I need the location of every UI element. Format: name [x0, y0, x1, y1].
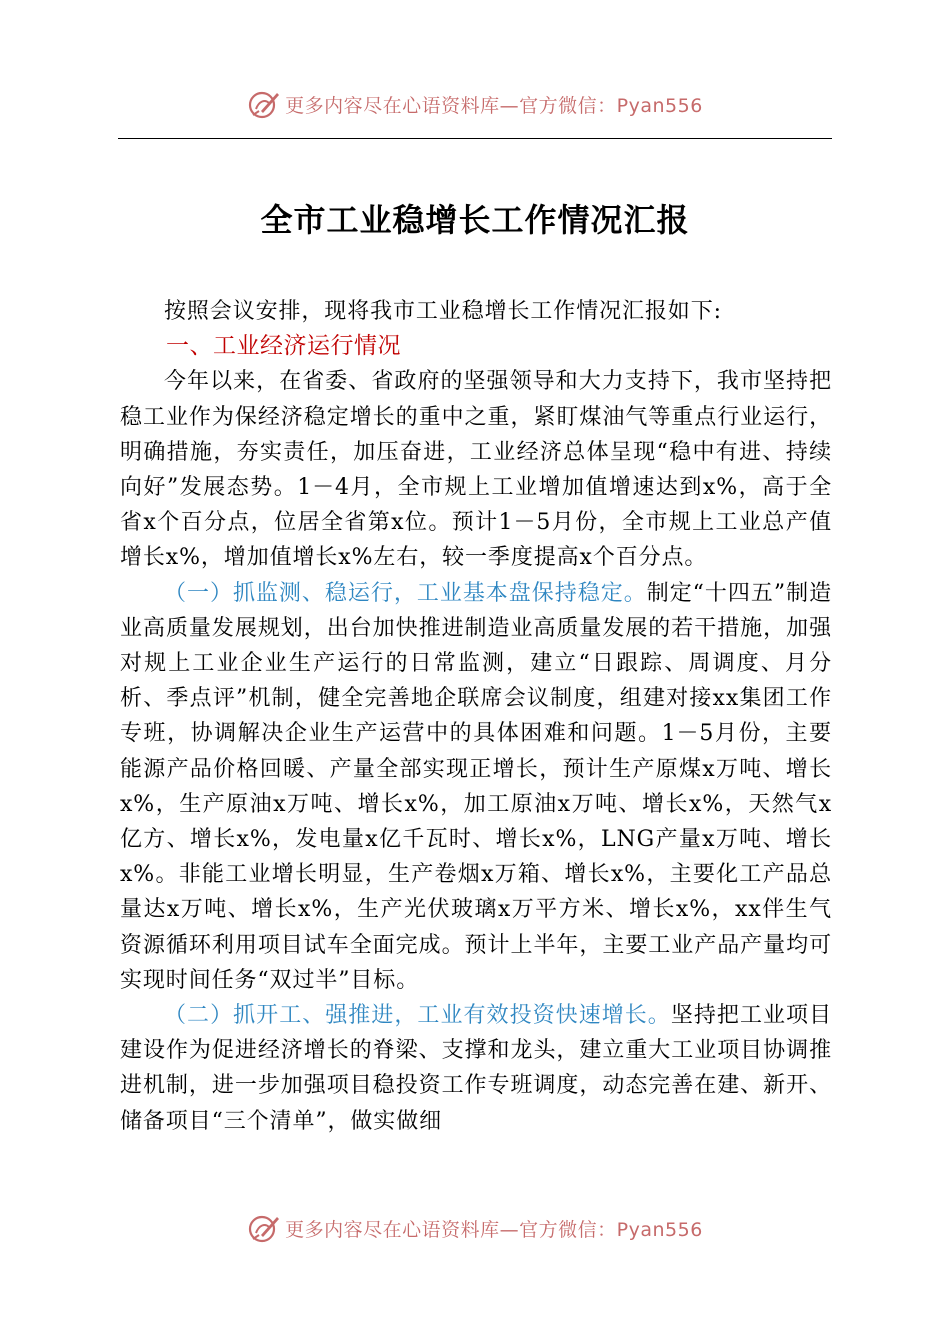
document-body: [120, 294, 832, 1139]
header-banner-text: 更多内容尽在心语资料库—官方微信：Pyan556: [285, 94, 703, 117]
header-banner: [0, 84, 950, 124]
sub1-heading: （一）抓监测、稳运行，工业基本盘保持稳定。: [164, 580, 647, 606]
section1-heading: 一、工业经济运行情况: [166, 333, 401, 360]
pen-logo-icon: [247, 1211, 281, 1245]
intro-paragraph: 按照会议安排，现将我市工业稳增长工作情况汇报如下:: [164, 299, 722, 324]
footer-banner-text: 更多内容尽在心语资料库—官方微信：Pyan556: [285, 1218, 703, 1241]
footer-banner: [0, 1208, 950, 1248]
sub2-heading: （二）抓开工、强推进，工业有效投资快速增长。: [164, 1003, 671, 1029]
header-divider: [118, 138, 832, 139]
sub2-body: 坚持把工业项目建设作为促进经济增长的脊梁、支撑和龙头，建立重大工业项目协调推进机制，进一步加强项目稳投资工作专班调度，动态完善在建、新开、储备项目“三个清单”，做实做细: [120, 1003, 832, 1134]
paragraph-sub1: [120, 576, 832, 998]
paragraph-sub2: [120, 998, 832, 1139]
paragraph-1: 今年以来，在省委、省政府的坚强领导和大力支持下，我市坚持把稳工业作为保经济稳定增长的重中之重，紧盯煤油气等重点行业运行，明确措施，夯实责任，加压奋进，工业经济总体呈现“稳中有进、持续向好”发展态势。1－4月，全市规上工业增加值增速达到x%，高于全省x个百分点，位居全省第x位。预计1－5月份，全市规上工业总产值增长x%，增加值增长x%左右，较一季度提高x个百分点。: [120, 369, 832, 571]
pen-logo-icon: [247, 87, 281, 121]
document-title: 全市工业稳增长工作情况汇报: [260, 201, 690, 239]
sub1-body: 制定“十四五”制造业高质量发展规划，出台加快推进制造业高质量发展的若干措施，加强对规上工业企业生产运行的日常监测，建立“日跟踪、周调度、月分析、季点评”机制，健全完善地企联席会议制度，组建对接xx集团工作专班，协调解决企业生产运营中的具体困难和问题。1－5月份，主要能源产品价格回暖、产量全部实现正增长，预计生产原煤x万吨、增长x%，生产原油x万吨、增长x%，加工原油x万吨、增长x%，天然气x亿方、增长x%，发电量x亿千瓦时、增长x%，LNG产量x万吨、增长x%。非能工业增长明显，生产卷烟x万箱、增长x%，主要化工产品总量达x万吨、增长x%，生产光伏玻璃x万平方米、增长x%，xx伴生气资源循环利用项目试车全面完成。预计上半年，主要工业产品产量均可实现时间任务“双过半”目标。: [120, 580, 832, 993]
